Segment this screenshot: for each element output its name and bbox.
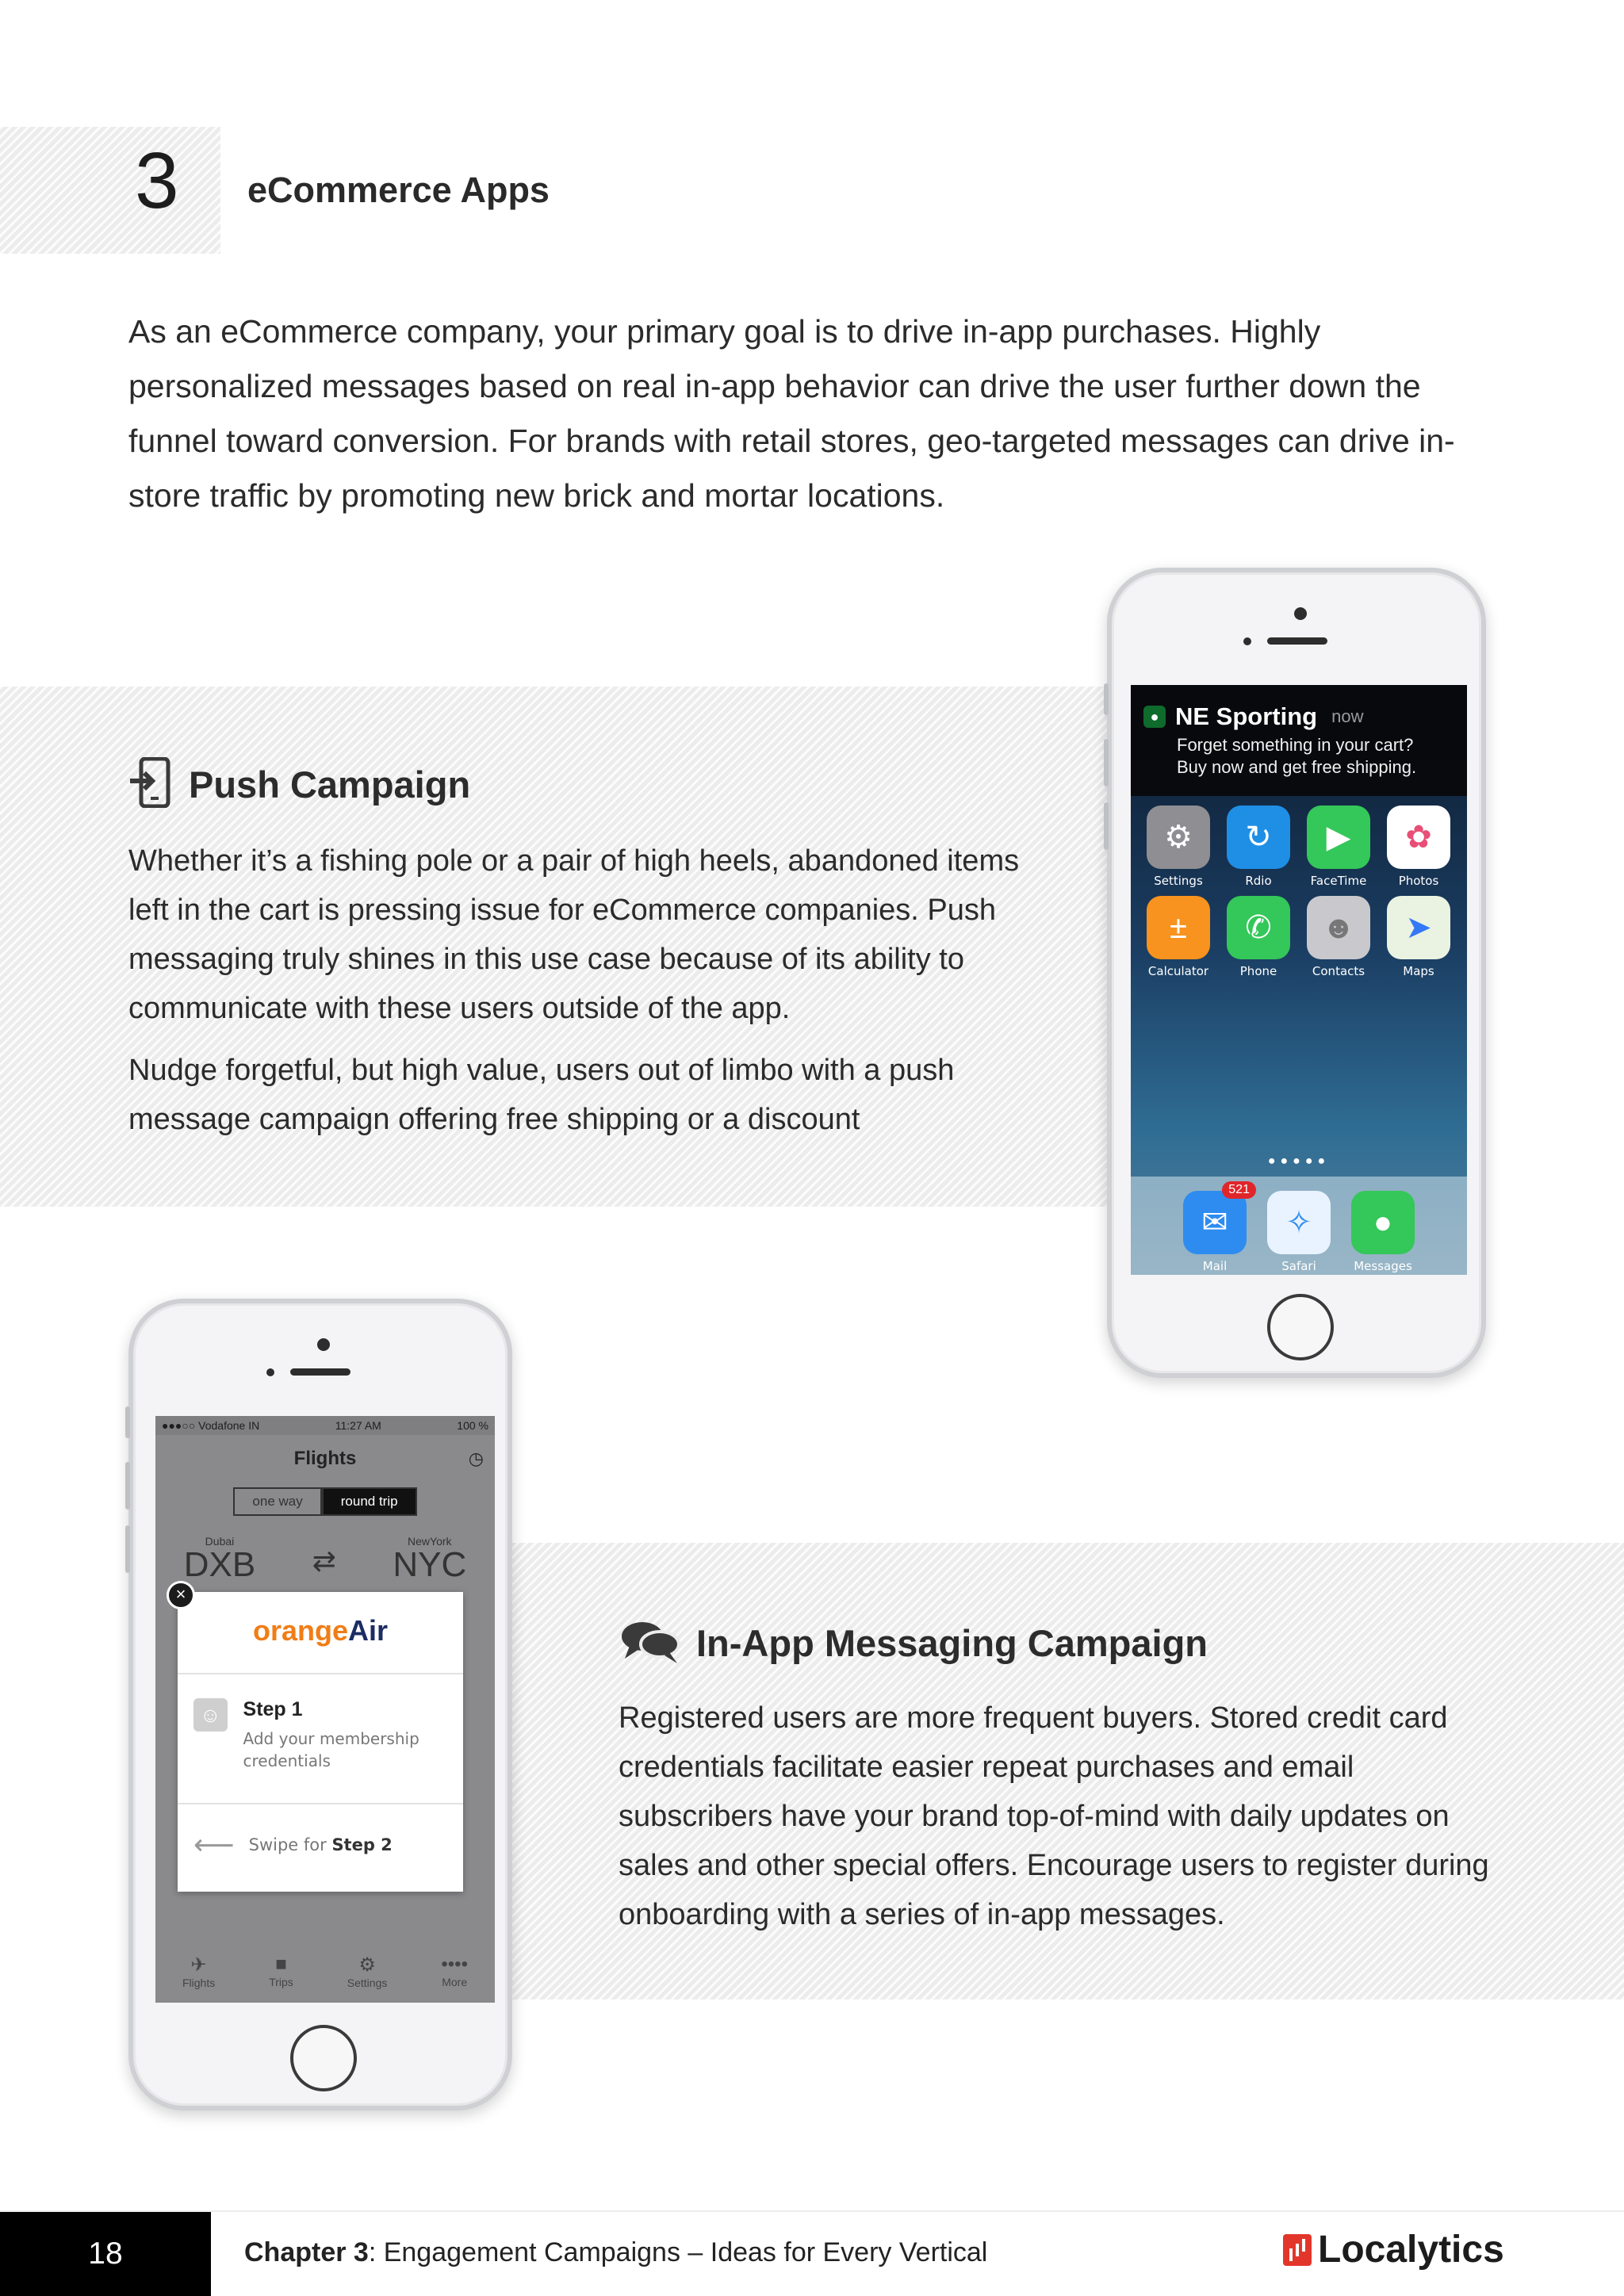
app-contacts[interactable]: ☻ Contacts	[1307, 896, 1370, 978]
push-paragraph-1: Whether it’s a fishing pole or a pair of high heels, abandoned items left in the cart is pressing issue for eCommerce companies. Push messaging truly shines in this use case because of its ability to communicate with these users outside of the app.	[128, 844, 1020, 1025]
push-paragraph-2: Nudge forgetful, but high value, users out of limbo with a push message campaign offering free shipping or a discount	[128, 1054, 955, 1136]
volume-down-button	[125, 1525, 130, 1573]
segment-one-way[interactable]: one way	[233, 1487, 321, 1516]
app-photos[interactable]: ✿ Photos	[1387, 806, 1450, 888]
swap-arrows-icon[interactable]: ⇄	[312, 1544, 336, 1577]
app-maps[interactable]: ➤ Maps	[1387, 896, 1450, 978]
push-notification-banner[interactable]	[1131, 685, 1467, 796]
mobile-push-icon	[128, 757, 173, 812]
tab-settings[interactable]: ⚙ Settings	[347, 1954, 388, 1989]
volume-up-button	[1104, 739, 1109, 786]
swipe-step: Step 2	[331, 1835, 393, 1854]
tab-more[interactable]: •••• More	[441, 1954, 468, 1988]
phone-inapp-mockup	[128, 1299, 512, 2110]
membership-card-icon: ☺	[193, 1698, 228, 1732]
orangeair-logo: orangeAir	[178, 1592, 463, 1674]
destination[interactable]: NewYork NYC	[393, 1535, 467, 1584]
app-facetime[interactable]: ▶ FaceTime	[1307, 806, 1370, 888]
photos-flower-icon: ✿	[1387, 806, 1450, 869]
footer-chapter-label: Chapter 3	[244, 2237, 369, 2267]
origin[interactable]: Dubai DXB	[183, 1535, 256, 1584]
phone-handset-icon: ✆	[1227, 896, 1290, 959]
inapp-campaign-heading	[619, 1617, 1208, 1669]
maps-icon: ➤	[1387, 896, 1450, 959]
battery: 100 %	[457, 1419, 488, 1432]
chapter-number: 3	[135, 136, 179, 225]
app-paw-icon: ●	[1143, 706, 1166, 728]
logo-wordmark: Localytics	[1318, 2229, 1504, 2271]
front-camera	[317, 1338, 330, 1351]
gear-icon: ⚙	[358, 1954, 376, 1976]
app-grid-row-1	[1147, 806, 1451, 888]
calculator-icon: ±	[1147, 896, 1210, 959]
earpiece-speaker	[290, 1368, 350, 1376]
step-1-row	[178, 1674, 463, 1804]
suitcase-icon: ■	[275, 1954, 287, 1975]
footer-divider	[0, 2210, 1624, 2212]
footer-chapter-name: : Engagement Campaigns – Ideas for Every Vertical	[368, 2237, 988, 2267]
flights-app-screen	[155, 1416, 495, 2003]
facetime-camera-icon: ▶	[1307, 806, 1370, 869]
settings-gear-icon: ⚙	[1147, 806, 1210, 869]
push-campaign-heading	[128, 757, 470, 812]
localytics-logo	[1283, 2228, 1504, 2271]
notification-time: now	[1331, 706, 1364, 726]
app-rdio[interactable]: ↻ Rdio	[1227, 806, 1290, 888]
notification-line-1: Forget something in your cart?	[1177, 735, 1414, 755]
swipe-hand-icon: ⟵	[193, 1828, 235, 1861]
section-title: eCommerce Apps	[247, 170, 550, 210]
tab-flights[interactable]: ✈ Flights	[182, 1954, 216, 1989]
intro-paragraph: As an eCommerce company, your primary goal is to drive in-app purchases. Highly personalized messages based on real in-app behavior can drive the user further down the funnel toward conversion. For brands with retail stores, geo-targeted messages can drive in-store traffic by promoting new brick and mortar locations.	[128, 313, 1455, 514]
swipe-to-next-step[interactable]	[178, 1804, 463, 1885]
messages-bubble-icon: ●	[1351, 1191, 1415, 1254]
segment-round-trip[interactable]: round trip	[322, 1487, 417, 1516]
close-icon[interactable]: ×	[167, 1581, 195, 1609]
page-indicator-dots: ●●●●●	[1267, 1154, 1331, 1168]
dock-safari[interactable]: ✧ Safari	[1267, 1191, 1331, 1275]
swipe-prefix: Swipe for	[248, 1835, 327, 1854]
tab-bar	[155, 1946, 495, 2003]
sensor	[1243, 637, 1251, 645]
inapp-campaign-title: In-App Messaging Campaign	[696, 1622, 1208, 1664]
dock	[1131, 1177, 1467, 1275]
safari-compass-icon: ✧	[1267, 1191, 1331, 1254]
tab-trips[interactable]: ■ Trips	[269, 1954, 293, 1988]
airplane-icon: ✈	[190, 1954, 207, 1976]
earpiece-speaker	[1267, 637, 1327, 645]
side-button	[125, 1406, 130, 1438]
carrier: ●●●○○ Vodafone IN	[162, 1419, 260, 1432]
home-screen	[1131, 685, 1467, 1275]
side-button	[1104, 683, 1109, 715]
home-button[interactable]	[1267, 1294, 1334, 1360]
home-button[interactable]	[290, 2025, 357, 2091]
inapp-message-modal	[175, 1584, 463, 1892]
app-grid-row-2	[1147, 896, 1451, 978]
push-campaign-title: Push Campaign	[189, 763, 471, 806]
route-selector	[155, 1535, 495, 1582]
trip-type-segmented-control	[155, 1487, 495, 1516]
push-campaign-text	[128, 836, 1040, 1144]
contacts-person-icon: ☻	[1307, 896, 1370, 959]
chat-bubbles-icon	[619, 1617, 682, 1669]
app-phone[interactable]: ✆ Phone	[1227, 896, 1290, 978]
nav-title: Flights	[293, 1448, 357, 1469]
dock-mail[interactable]: ✉ 521 Mail	[1183, 1191, 1247, 1275]
notification-app-name: NE Sporting	[1175, 702, 1318, 730]
localytics-chart-icon	[1283, 2234, 1312, 2266]
mail-badge: 521	[1222, 1181, 1256, 1199]
chapter-number-block	[0, 127, 220, 254]
footer-chapter-title	[244, 2237, 987, 2268]
page-number: 18	[0, 2212, 211, 2296]
nav-bar	[155, 1435, 495, 1483]
sensor	[266, 1368, 274, 1376]
app-settings[interactable]: ⚙ Settings	[1147, 806, 1210, 888]
dock-messages[interactable]: ● Messages	[1351, 1191, 1415, 1275]
step-1-title: Step 1	[243, 1698, 303, 1720]
front-camera	[1294, 607, 1307, 620]
clock: 11:27 AM	[335, 1419, 381, 1432]
volume-up-button	[125, 1462, 130, 1510]
notification-line-2: Buy now and get free shipping.	[1177, 757, 1417, 777]
mail-envelope-icon: ✉	[1183, 1191, 1247, 1254]
app-calculator[interactable]: ± Calculator	[1147, 896, 1210, 978]
volume-down-button	[1104, 802, 1109, 850]
phone-push-mockup	[1107, 568, 1486, 1378]
step-1-description: Add your membership credentials	[243, 1729, 419, 1770]
status-bar	[155, 1416, 495, 1435]
more-dots-icon: ••••	[441, 1954, 468, 1975]
inapp-campaign-text: Registered users are more frequent buyers. Stored credit card credentials facilitate easier repeat purchases and email subscribers have your brand top-of-mind with daily updates on sales and other special offers. Encourage users to register during onboarding with a series of in-app messages.	[619, 1701, 1489, 1931]
history-clock-icon[interactable]: ◷	[468, 1448, 484, 1468]
rdio-icon: ↻	[1227, 806, 1290, 869]
